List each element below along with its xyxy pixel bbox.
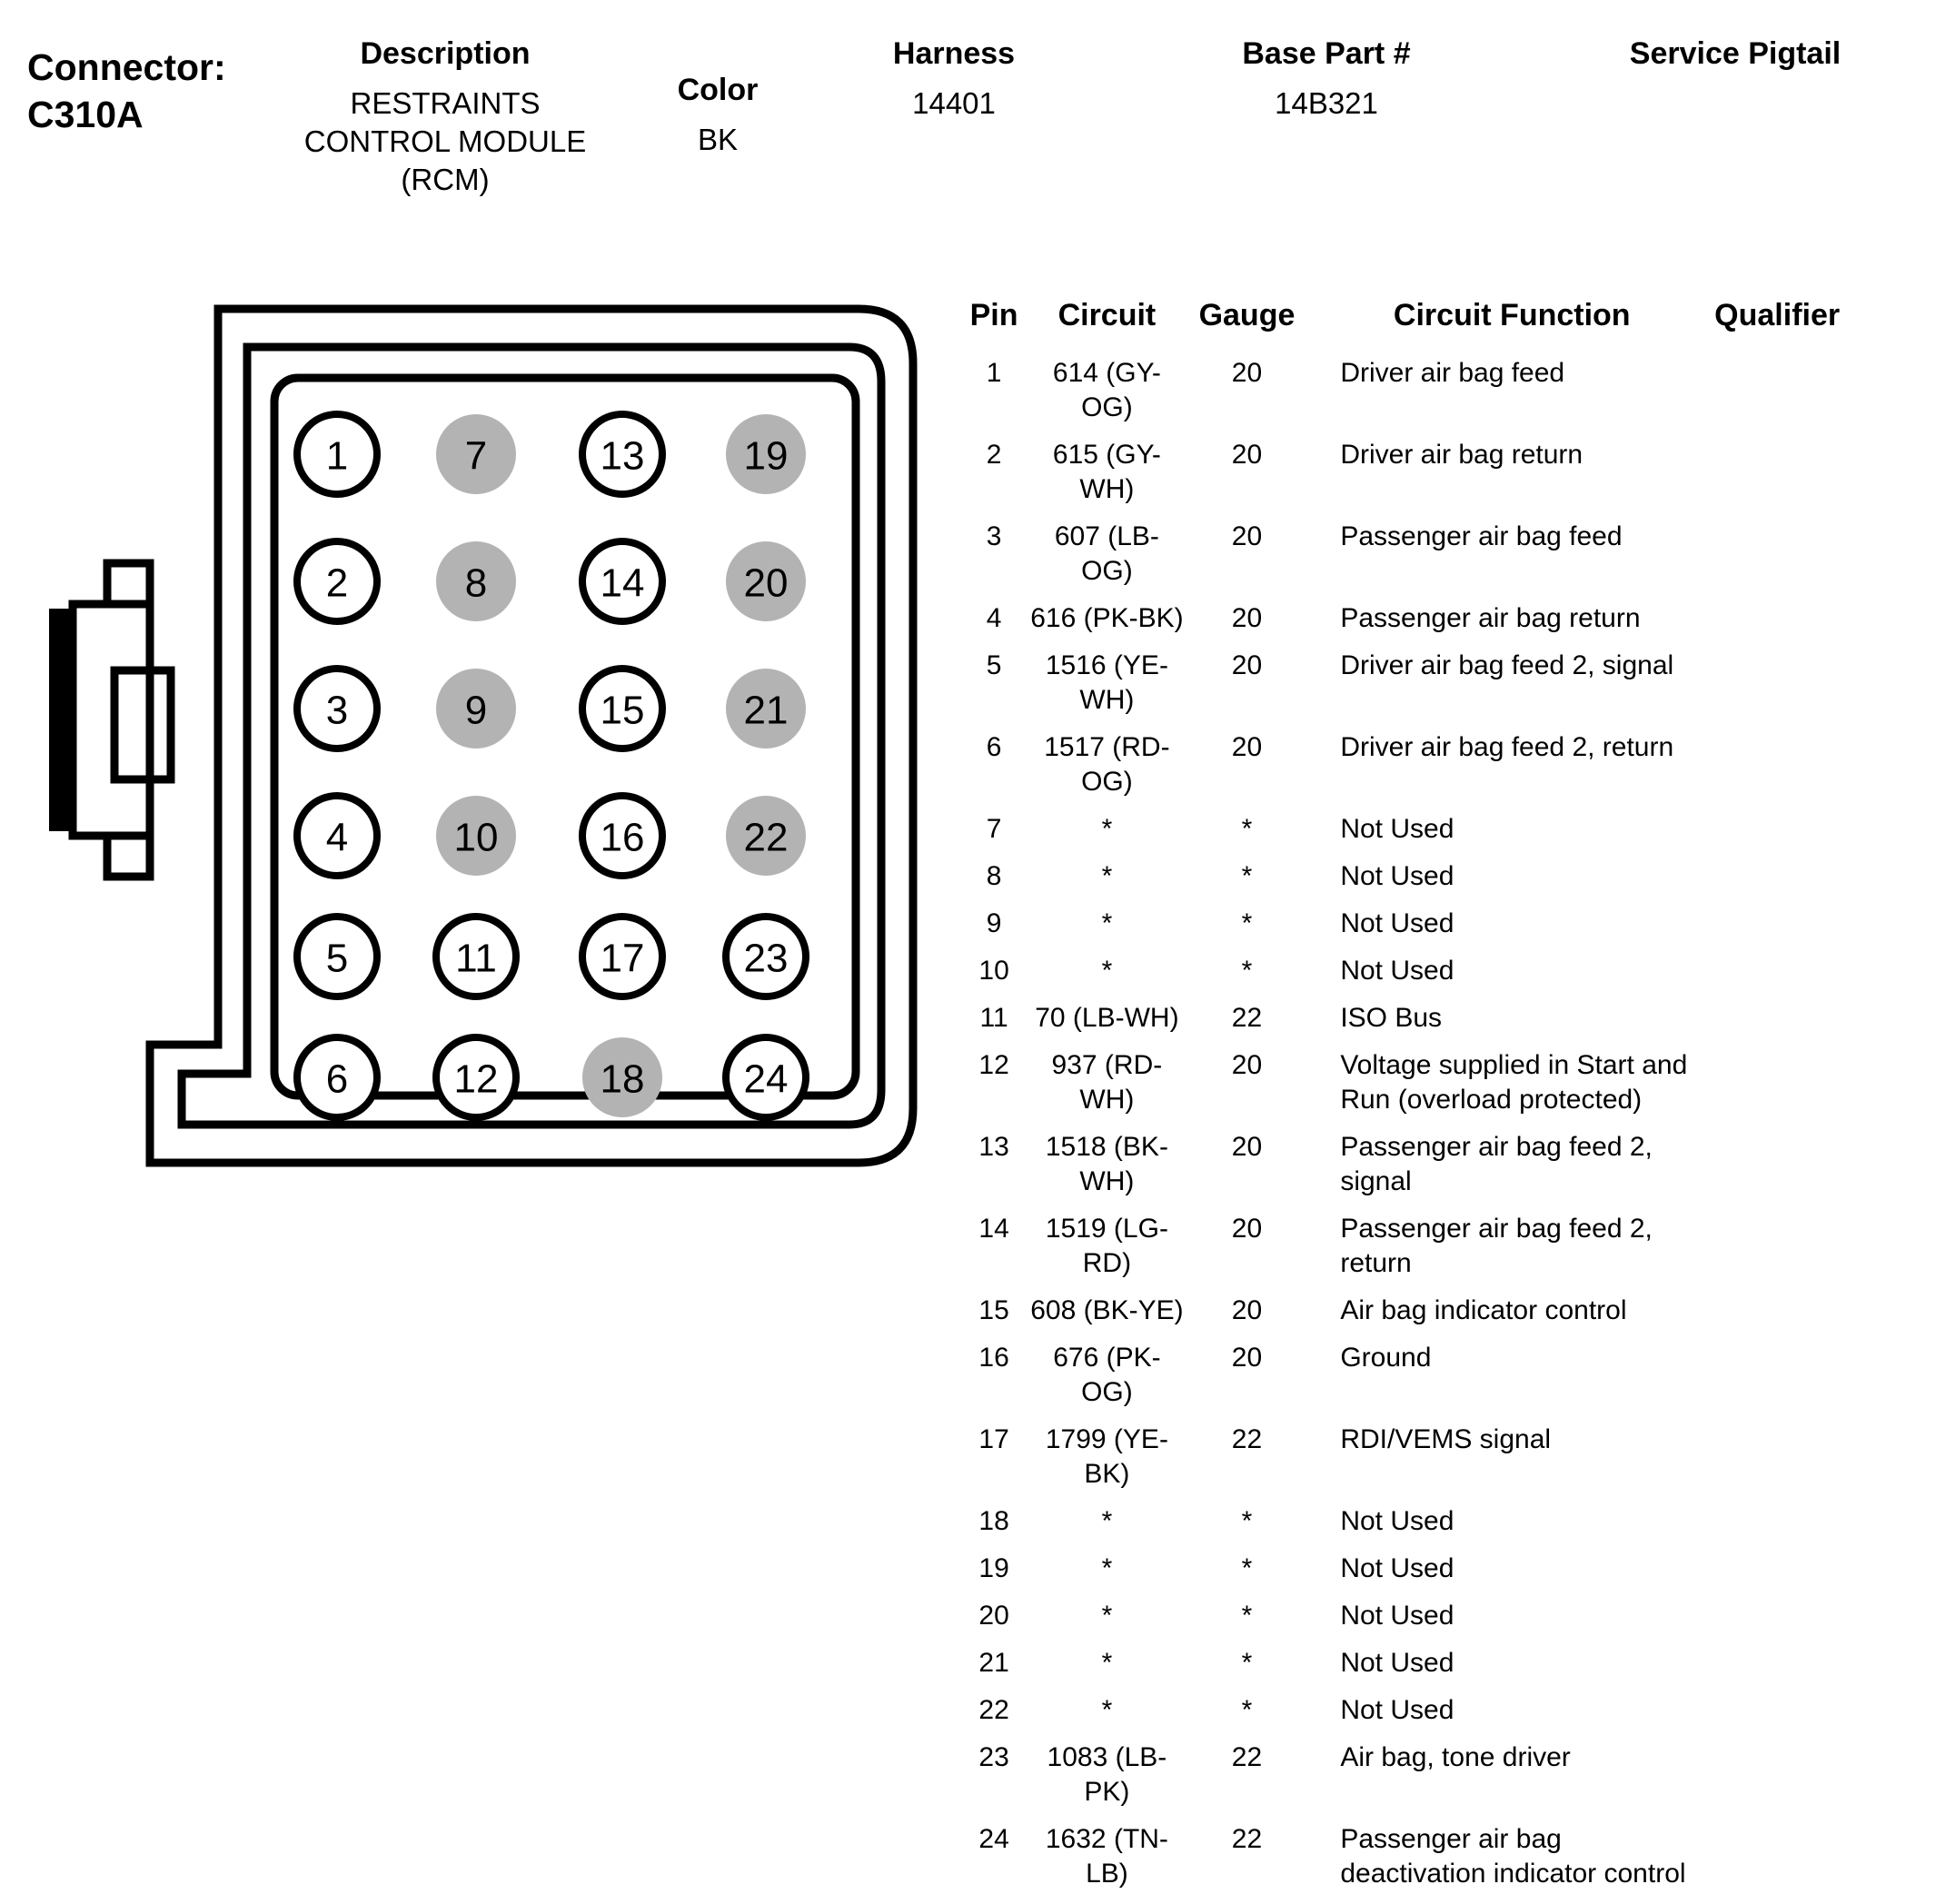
cell-circuit: * [1101, 1553, 1113, 1583]
cell-circuit: 1516 (YE-WH) [1045, 650, 1168, 715]
cell-pin: 12 [978, 1050, 1009, 1080]
cell-qualifier [1714, 947, 1931, 995]
cell-gauge: 20 [1231, 521, 1263, 551]
table-row [958, 1640, 1931, 1687]
table-row [958, 1687, 1931, 1734]
table-row [958, 1042, 1931, 1124]
cell-circuit: 1517 (RD-OG) [1044, 732, 1170, 797]
connector-face-diagram [36, 291, 963, 1254]
pin-table-container [958, 298, 1931, 1898]
cavity-9[interactable] [436, 669, 516, 749]
cell-function: Not Used [1340, 814, 1454, 844]
connector-label-text: Connector: [27, 46, 226, 88]
cell-gauge: 20 [1231, 1050, 1263, 1080]
cavity-10[interactable] [436, 796, 516, 876]
cavity-7[interactable] [436, 414, 516, 494]
color-label: Color [677, 73, 759, 107]
table-row [958, 350, 1931, 431]
cell-gauge: 20 [1231, 1295, 1263, 1325]
cell-qualifier [1714, 642, 1931, 724]
table-row [958, 1816, 1931, 1898]
cavity-label: 19 [743, 433, 789, 479]
cell-pin: 9 [986, 908, 1002, 938]
cell-gauge: 22 [1231, 1824, 1263, 1854]
cell-gauge: * [1241, 908, 1253, 938]
table-header-row [958, 298, 1931, 350]
cell-circuit: * [1101, 1695, 1113, 1725]
table-row [958, 1287, 1931, 1334]
cell-gauge: * [1241, 1553, 1253, 1583]
cell-gauge: * [1241, 1601, 1253, 1631]
connector-id-text: C310A [27, 94, 144, 135]
cell-function: Passenger air bag feed [1340, 521, 1623, 551]
cell-function: ISO Bus [1340, 1003, 1443, 1033]
cavity-label: 24 [743, 1056, 789, 1102]
cavity-8[interactable] [436, 541, 516, 621]
cell-gauge: 22 [1231, 1003, 1263, 1033]
cell-function: Not Used [1340, 1553, 1454, 1583]
cell-pin: 13 [978, 1132, 1009, 1162]
cavity-1[interactable] [297, 414, 377, 494]
header [0, 0, 1936, 227]
cavity-label: 3 [325, 688, 349, 733]
cavity-label: 12 [453, 1056, 499, 1102]
cavity-label: 4 [325, 815, 349, 860]
cavity-label: 5 [325, 936, 349, 981]
cell-circuit: 608 (BK-YE) [1030, 1295, 1184, 1325]
cell-pin: 18 [978, 1506, 1009, 1536]
cell-pin: 11 [979, 1003, 1008, 1033]
cavity-13[interactable] [582, 414, 662, 494]
cell-circuit: 676 (PK-OG) [1053, 1343, 1161, 1407]
cell-circuit: 616 (PK-BK) [1030, 603, 1184, 633]
cavity-label: 9 [464, 688, 488, 733]
connector-keyway-bar [49, 609, 73, 831]
cell-qualifier [1714, 724, 1931, 806]
cell-pin: 21 [978, 1648, 1009, 1678]
cavity-label: 7 [464, 433, 488, 479]
cavity-label: 10 [453, 815, 499, 860]
cavity-label: 17 [600, 936, 645, 981]
table-row [958, 724, 1931, 806]
table-row [958, 947, 1931, 995]
cell-pin: 17 [978, 1424, 1009, 1454]
cavity-label: 18 [600, 1056, 645, 1102]
header-qualifier: Qualifier [1714, 298, 1841, 332]
base-part-value: 14B321 [1275, 86, 1378, 120]
table-row [958, 1592, 1931, 1640]
cell-pin: 1 [986, 358, 1002, 388]
header-gauge: Gauge [1198, 298, 1296, 332]
cell-pin: 15 [978, 1295, 1009, 1325]
cavity-label: 8 [464, 560, 488, 606]
cell-gauge: * [1241, 861, 1253, 891]
cell-pin: 16 [978, 1343, 1009, 1373]
cell-gauge: 22 [1231, 1424, 1263, 1454]
cell-circuit: 1083 (LB-PK) [1047, 1742, 1167, 1807]
cavity-label: 6 [325, 1056, 349, 1102]
cavity-15[interactable] [582, 669, 662, 749]
cell-function: Passenger air bag feed 2, return [1340, 1214, 1653, 1278]
cavity-12[interactable] [436, 1037, 516, 1117]
cell-pin: 20 [978, 1601, 1009, 1631]
cell-circuit: * [1101, 956, 1113, 986]
table-row [958, 1734, 1931, 1816]
cell-qualifier [1714, 995, 1931, 1042]
cavity-21[interactable] [726, 669, 806, 749]
cell-circuit: 607 (LB-OG) [1054, 521, 1159, 586]
cell-gauge: * [1241, 956, 1253, 986]
cell-circuit: 1518 (BK-WH) [1045, 1132, 1168, 1196]
cell-pin: 23 [978, 1742, 1009, 1772]
cavity-23[interactable] [726, 917, 806, 997]
cavity-16[interactable] [582, 796, 662, 876]
table-row [958, 1416, 1931, 1498]
cavity-4[interactable] [297, 796, 377, 876]
cell-pin: 4 [986, 603, 1002, 633]
connector-title [27, 44, 226, 138]
cavity-14[interactable] [582, 541, 662, 621]
cell-circuit: 1519 (LG-RD) [1045, 1214, 1168, 1278]
cell-circuit: * [1101, 1648, 1113, 1678]
cell-function: Not Used [1340, 1506, 1454, 1536]
cell-qualifier [1714, 1042, 1931, 1124]
color-value: BK [697, 123, 739, 156]
cell-circuit: * [1101, 861, 1113, 891]
cell-function: Passenger air bag feed 2, signal [1340, 1132, 1653, 1196]
cell-pin: 6 [986, 732, 1002, 762]
cell-pin: 10 [978, 956, 1009, 986]
table-row [958, 1124, 1931, 1205]
cell-function: Driver air bag feed [1340, 358, 1565, 388]
table-row [958, 595, 1931, 642]
cell-function: Driver air bag feed 2, return [1340, 732, 1674, 762]
table-row [958, 900, 1931, 947]
cell-circuit: * [1101, 1506, 1113, 1536]
cell-gauge: 20 [1231, 1343, 1263, 1373]
cell-qualifier [1714, 1816, 1931, 1898]
cell-qualifier [1714, 595, 1931, 642]
cell-gauge: * [1241, 1695, 1253, 1725]
cell-function: Not Used [1340, 861, 1454, 891]
cell-function: Not Used [1340, 956, 1454, 986]
cell-qualifier [1714, 1498, 1931, 1545]
cell-qualifier [1714, 1545, 1931, 1592]
table-row [958, 1498, 1931, 1545]
table-row [958, 853, 1931, 900]
cell-function: Air bag, tone driver [1340, 1742, 1571, 1772]
cell-qualifier [1714, 806, 1931, 853]
cell-qualifier [1714, 900, 1931, 947]
table-row [958, 642, 1931, 724]
table-row [958, 1545, 1931, 1592]
cell-circuit: * [1101, 814, 1113, 844]
cell-gauge: 20 [1231, 1132, 1263, 1162]
cell-qualifier [1714, 1205, 1931, 1287]
cell-gauge: 20 [1231, 650, 1263, 680]
cell-function: Driver air bag return [1340, 440, 1584, 470]
cell-qualifier [1714, 1416, 1931, 1498]
cell-gauge: 22 [1231, 1742, 1263, 1772]
cell-gauge: * [1241, 1506, 1253, 1536]
header-function: Circuit Function [1393, 298, 1631, 332]
harness-label: Harness [892, 36, 1016, 71]
cell-qualifier [1714, 350, 1931, 431]
cell-function: Passenger air bag deactivation indicator control [1340, 1824, 1686, 1889]
cell-qualifier [1714, 513, 1931, 595]
cavity-label: 2 [325, 560, 349, 606]
cavity-6[interactable] [297, 1037, 377, 1117]
cavity-label: 13 [600, 433, 645, 479]
cell-qualifier [1714, 853, 1931, 900]
cell-circuit: 1632 (TN-LB) [1045, 1824, 1168, 1889]
cell-circuit: 1799 (YE-BK) [1045, 1424, 1168, 1489]
cell-qualifier [1714, 1287, 1931, 1334]
cell-circuit: 614 (GY-OG) [1052, 358, 1161, 422]
cavity-2[interactable] [297, 541, 377, 621]
cavity-grid [297, 414, 806, 1117]
cavity-label: 21 [743, 688, 789, 733]
service-pigtail-label: Service Pigtail [1629, 36, 1842, 71]
base-part-label: Base Part # [1242, 36, 1411, 71]
description-value: RESTRAINTS CONTROL MODULE (RCM) [303, 86, 587, 196]
table-row [958, 1334, 1931, 1416]
cell-function: Driver air bag feed 2, signal [1340, 650, 1674, 680]
cell-function: Not Used [1340, 1601, 1454, 1631]
cell-function: RDI/VEMS signal [1340, 1424, 1552, 1454]
cell-gauge: 20 [1231, 358, 1263, 388]
cavity-22[interactable] [726, 796, 806, 876]
cavity-17[interactable] [582, 917, 662, 997]
cell-gauge: 20 [1231, 603, 1263, 633]
cavity-11[interactable] [436, 917, 516, 997]
cell-function: Passenger air bag return [1340, 603, 1641, 633]
cavity-label: 22 [743, 815, 789, 860]
cavity-18[interactable] [582, 1037, 662, 1117]
cell-qualifier [1714, 1734, 1931, 1816]
pin-table-body [958, 350, 1931, 1898]
cell-pin: 2 [986, 440, 1002, 470]
cavity-24[interactable] [726, 1037, 806, 1117]
cavity-label: 14 [600, 560, 645, 606]
cavity-19[interactable] [726, 414, 806, 494]
cell-circuit: 937 (RD-WH) [1051, 1050, 1163, 1115]
cavity-label: 11 [455, 936, 497, 981]
cell-qualifier [1714, 1640, 1931, 1687]
table-row [958, 995, 1931, 1042]
cell-pin: 24 [978, 1824, 1009, 1854]
cavity-5[interactable] [297, 917, 377, 997]
harness-value: 14401 [912, 86, 996, 120]
cell-function: Voltage supplied in Start and Run (overload protected) [1340, 1050, 1688, 1115]
cell-circuit: 615 (GY-WH) [1052, 440, 1161, 504]
cavity-label: 1 [325, 433, 349, 479]
cell-qualifier [1714, 1687, 1931, 1734]
table-row [958, 513, 1931, 595]
cell-qualifier [1714, 1124, 1931, 1205]
cavity-label: 20 [743, 560, 789, 606]
cell-pin: 7 [986, 814, 1002, 844]
table-row [958, 1205, 1931, 1287]
cell-qualifier [1714, 1592, 1931, 1640]
cell-circuit: * [1101, 1601, 1113, 1631]
cell-function: Not Used [1340, 1695, 1454, 1725]
cell-pin: 19 [978, 1553, 1009, 1583]
cell-function: Not Used [1340, 908, 1454, 938]
cell-pin: 22 [978, 1695, 1009, 1725]
cell-qualifier [1714, 1334, 1931, 1416]
cell-gauge: 20 [1231, 732, 1263, 762]
cell-function: Air bag indicator control [1340, 1295, 1627, 1325]
cell-circuit: 70 (LB-WH) [1035, 1003, 1179, 1033]
cell-gauge: * [1241, 814, 1253, 844]
table-row [958, 431, 1931, 513]
table-row [958, 806, 1931, 853]
connector-keyway-slot [114, 670, 171, 779]
cavity-3[interactable] [297, 669, 377, 749]
cavity-label: 16 [600, 815, 645, 860]
cavity-20[interactable] [726, 541, 806, 621]
cell-pin: 14 [978, 1214, 1009, 1244]
cell-pin: 5 [986, 650, 1002, 680]
cavity-label: 15 [600, 688, 645, 733]
cell-pin: 3 [986, 521, 1002, 551]
cell-qualifier [1714, 431, 1931, 513]
header-pin: Pin [969, 298, 1018, 332]
cell-function: Not Used [1340, 1648, 1454, 1678]
cell-gauge: 20 [1231, 1214, 1263, 1244]
pin-table [958, 298, 1931, 1898]
cell-pin: 8 [986, 861, 1002, 891]
cell-gauge: 20 [1231, 440, 1263, 470]
description-label: Description [360, 36, 531, 71]
cavity-label: 23 [743, 936, 789, 981]
cell-circuit: * [1101, 908, 1113, 938]
header-circuit: Circuit [1057, 298, 1157, 332]
cell-function: Ground [1340, 1343, 1432, 1373]
cell-gauge: * [1241, 1648, 1253, 1678]
